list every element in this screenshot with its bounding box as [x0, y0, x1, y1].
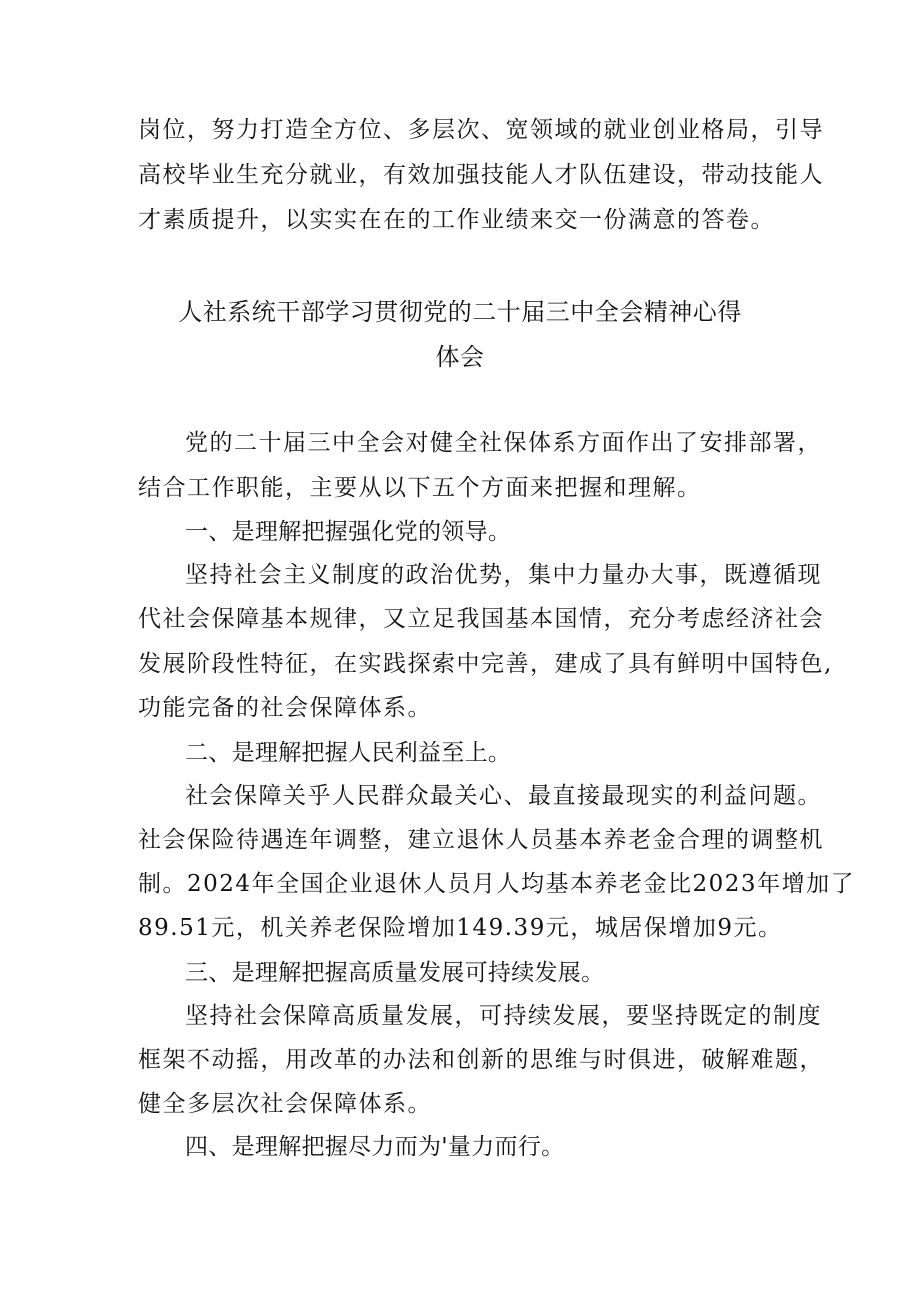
body-line: 发展阶段性特征，在实践探索中完善，建成了具有鲜明中国特色,	[138, 651, 833, 677]
article-title-continued: 体会	[435, 343, 485, 371]
body-line: 坚持社会保障高质量发展，可持续发展，要坚持既定的制度	[185, 1003, 822, 1029]
section-heading: 三、是理解把握高质量发展可持续发展。	[185, 960, 605, 986]
body-line: 制。2024年全国企业退休人员月人均基本养老金比2023年增加了	[138, 871, 856, 897]
body-line: 框架不动摇，用改革的办法和创新的思维与时俱进，破解难题，	[138, 1047, 824, 1073]
lead-line: 党的二十届三中全会对健全社保体系方面作出了安排部署，	[185, 430, 822, 456]
body-line: 89.51元，机关养老保险增加149.39元，城居保增加9元。	[138, 915, 783, 941]
body-line: 社会保障关乎人民群众最关心、最直接最现实的利益问题。	[185, 783, 822, 809]
intro-line: 高校毕业生充分就业，有效加强技能人才队伍建设，带动技能人	[138, 162, 824, 188]
body-line: 功能完备的社会保障体系。	[138, 695, 432, 721]
section-heading: 二、是理解把握人民利益至上。	[185, 740, 512, 766]
body-line: 代社会保障基本规律，又立足我国基本国情，充分考虑经济社会	[138, 606, 824, 632]
section-heading: 一、是理解把握强化党的领导。	[185, 519, 512, 545]
body-line: 社会保险待遇连年调整，建立退休人员基本养老金合理的调整机	[138, 827, 824, 853]
section-heading: 四、是理解把握尽力而为'量力而行。	[185, 1134, 565, 1160]
body-line: 坚持社会主义制度的政治优势，集中力量办大事，既遵循现	[185, 562, 822, 588]
body-line: 健全多层次社会保障体系。	[138, 1091, 432, 1117]
article-title: 人社系统干部学习贯彻党的二十届三中全会精神心得	[178, 298, 742, 326]
lead-line: 结合工作职能，主要从以下五个方面来把握和理解。	[138, 475, 702, 501]
intro-line: 才素质提升，以实实在在的工作业绩来交一份满意的答卷。	[138, 207, 775, 233]
intro-line: 岗位，努力打造全方位、多层次、宽领域的就业创业格局，引导	[138, 117, 824, 143]
